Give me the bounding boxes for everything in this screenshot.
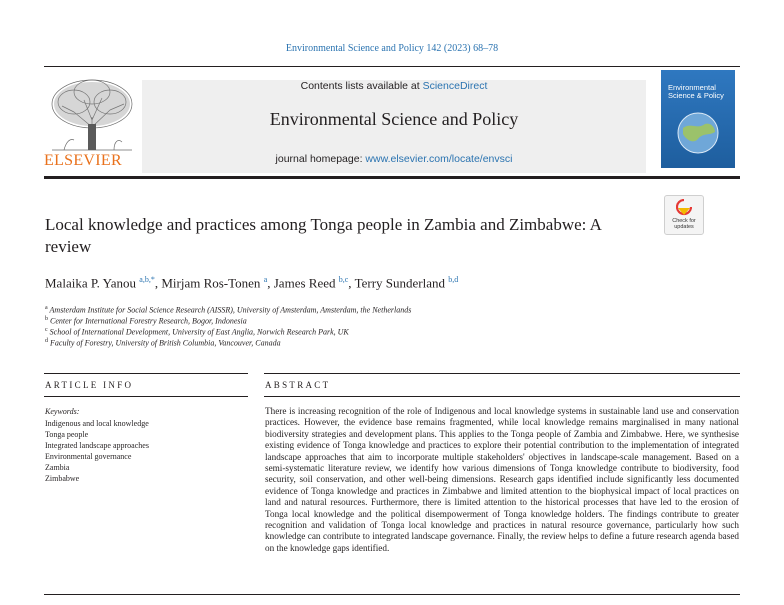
author-affiliation-marker[interactable]: b,c — [338, 275, 349, 284]
badge-line-1: Check for — [672, 218, 696, 224]
article-title: Local knowledge and practices among Tonga people in Zambia and Zimbabwe: A review — [45, 215, 602, 256]
affiliation-text: Amsterdam Institute for Social Science Research (AISSR), University of Amsterdam, Amsterdam, the Netherlands — [49, 305, 412, 315]
check-for-updates-button[interactable] — [664, 195, 704, 235]
cover-title: Environmental Science & Policy — [668, 83, 724, 100]
author-name[interactable]: Malaika P. Yanou — [45, 275, 137, 291]
author-name[interactable]: Mirjam Ros-Tonen — [161, 275, 261, 291]
homepage-prefix: journal homepage: — [275, 153, 366, 165]
affiliation-key: d — [45, 338, 48, 344]
check-for-updates-icon — [676, 199, 692, 217]
keyword-item: Tonga people — [45, 430, 89, 439]
affiliation-item — [45, 338, 281, 348]
abstract-text: There is increasing recognition of the role of Indigenous and local knowledge systems in sustainable land use and conservation practices. However, the evidence base remains fragmented, while local knowledge remains marginalised in many national biodiversity strategies and development plans. This applies to the Tonga people of Zambia and Zimbabwe. Here, we synthesise existing evidence of Tonga knowledge and practices to explore their potential contribution to the implementation of integrated landscape approaches that aim to incorporate multiple stakeholders' objectives in landscape-scale management. Based on a semi-systematic literature review, we identify how various dimensions of Tonga knowledge contribute to biodiversity, food security, soil conservation, and other well-being dimensions. Research gaps identified include significantly less documented evidence of Tonga knowledge and practices in Zimbabwe and limited attention to the biophysical impact of local practices on land and natural resources. Furthermore, there is limited attention to the historical processes that have led to the erosion of Tonga local knowledge and the political disempowerment of Tonga knowledge holders. The findings contribute to greater recognition and validation of Tonga local knowledge and practices in natural resource governance, particularly how such knowledge can contribute to integrated landscape governance. Finally, the review helps to define a future research agenda based on the knowledge gaps identified. — [265, 406, 739, 553]
badge-text — [665, 218, 703, 230]
globe-icon — [675, 110, 721, 156]
contents-available-line — [142, 80, 646, 92]
journal-homepage-line — [142, 153, 646, 165]
journal-homepage-link[interactable]: www.elsevier.com/locate/envsci — [365, 153, 513, 165]
author-separator: , — [348, 275, 355, 291]
keyword-item: Environmental governance — [45, 452, 132, 461]
article-info-heading: ARTICLE INFO — [45, 380, 134, 390]
publisher-name: ELSEVIER — [44, 152, 122, 169]
affiliation-item — [45, 327, 349, 337]
keywords-label: Keywords: — [45, 407, 80, 416]
affiliation-item — [45, 316, 247, 326]
article-info-heading-rule — [44, 396, 248, 397]
keyword-item: Zimbabwe — [45, 474, 80, 483]
affiliation-text: Center for International Forestry Research, Bogor, Indonesia — [50, 316, 247, 326]
header-top-rule — [44, 66, 740, 67]
affiliation-text: Faculty of Forestry, University of British Columbia, Vancouver, Canada — [50, 338, 281, 348]
journal-cover-image[interactable] — [661, 70, 735, 168]
sciencedirect-link[interactable]: ScienceDirect — [422, 80, 488, 92]
keyword-item: Zambia — [45, 463, 70, 472]
affiliation-text: School of International Development, University of East Anglia, Norwich Research Park, UK — [49, 327, 349, 337]
author-name[interactable]: Terry Sunderland — [354, 275, 445, 291]
abstract-bottom-rule — [44, 594, 740, 595]
author-list — [45, 275, 458, 291]
author-separator: , — [267, 275, 274, 291]
article-info-top-rule — [44, 373, 248, 374]
author-affiliation-marker[interactable]: a — [263, 275, 268, 284]
journal-name: Environmental Science and Policy — [269, 109, 519, 129]
header-bottom-rule — [44, 176, 740, 179]
affiliation-key: a — [45, 305, 48, 311]
affiliation-key: c — [45, 327, 48, 333]
affiliation-item — [45, 305, 411, 315]
keyword-item: Integrated landscape approaches — [45, 441, 149, 450]
affiliation-key: b — [45, 316, 48, 322]
journal-citation[interactable]: Environmental Science and Policy 142 (2023) 68–78 — [285, 43, 499, 54]
author-name[interactable]: James Reed — [273, 275, 336, 291]
author-affiliation-marker[interactable]: a,b,* — [139, 275, 155, 284]
badge-line-2: updates — [674, 224, 694, 230]
contents-prefix: Contents lists available at — [300, 80, 423, 92]
keywords-list — [45, 418, 149, 484]
abstract-top-rule — [264, 373, 740, 374]
author-affiliation-marker[interactable]: b,d — [448, 275, 459, 284]
author-separator: , — [154, 275, 162, 291]
abstract-heading: ABSTRACT — [265, 380, 331, 390]
keyword-item: Indigenous and local knowledge — [45, 419, 149, 428]
abstract-heading-rule — [264, 396, 740, 397]
